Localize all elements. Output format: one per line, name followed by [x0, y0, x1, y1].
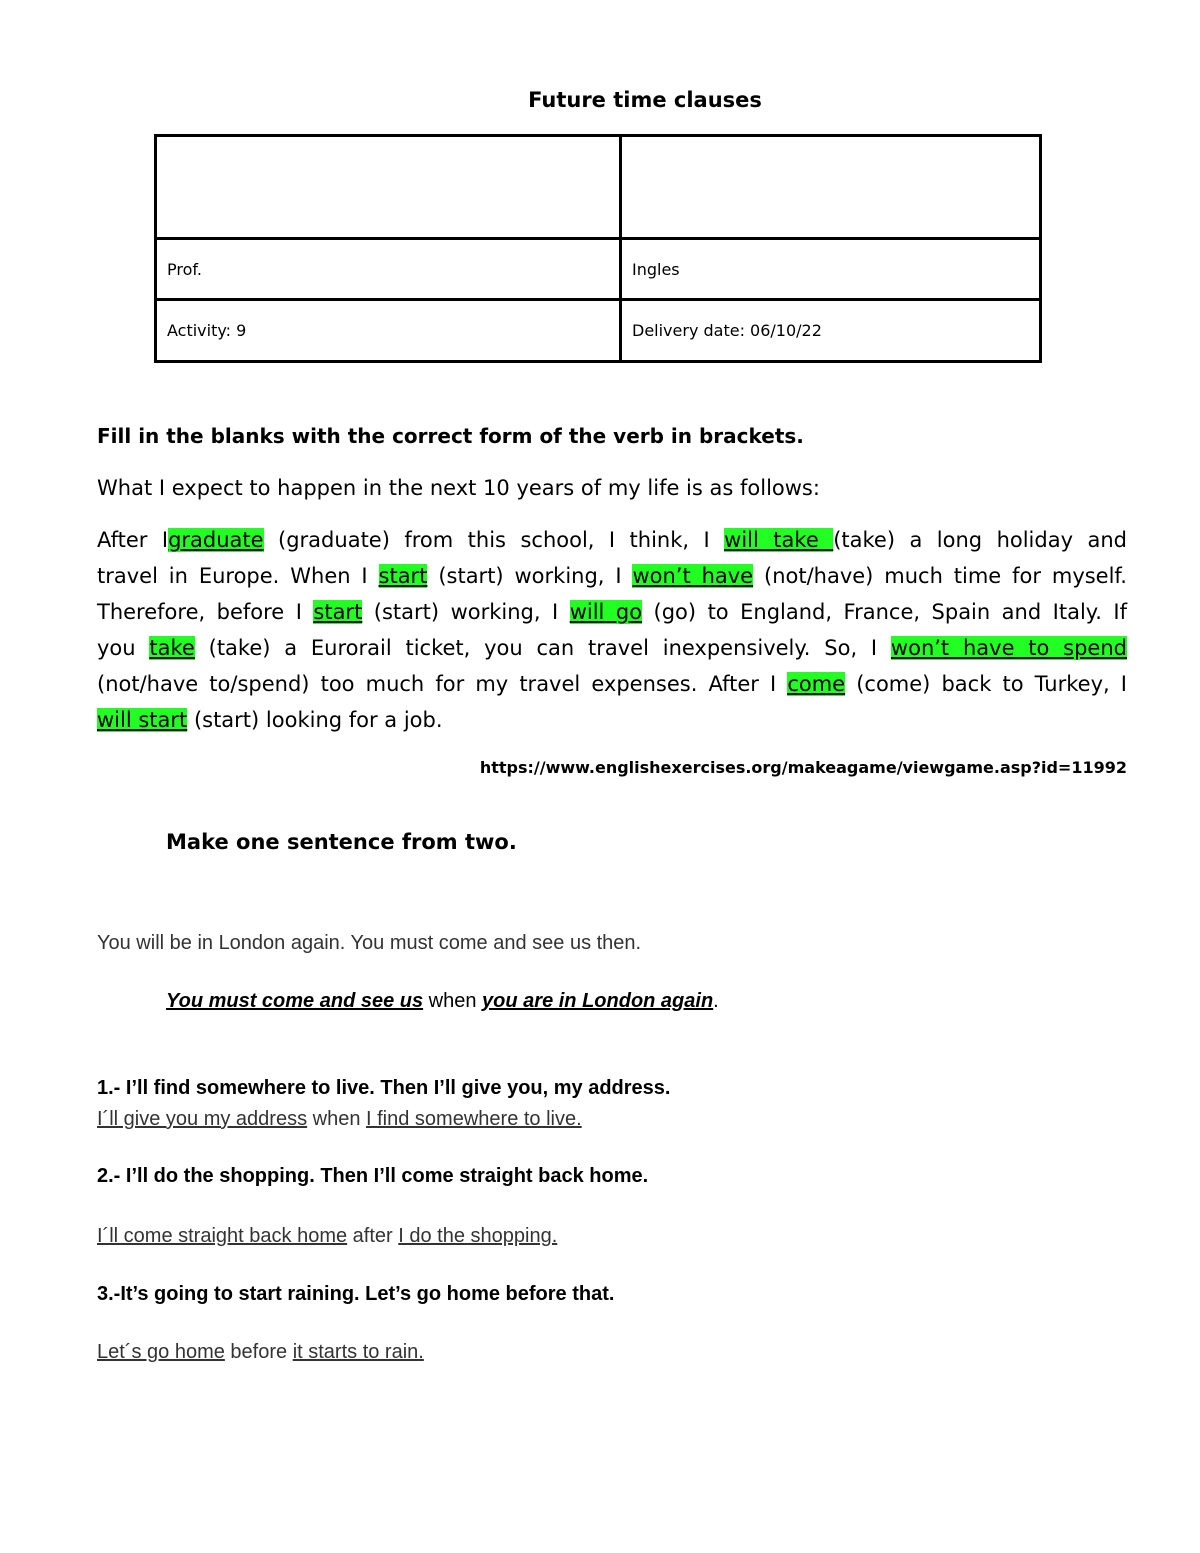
empty-cell-course: [621, 136, 1041, 239]
answer-9: come: [787, 672, 846, 696]
empty-cell-name: [156, 136, 621, 239]
subject-cell: Ingles: [621, 239, 1041, 300]
answer-7: take: [149, 636, 195, 660]
example-answer: You must come and see us when you are in London again.: [166, 990, 719, 1012]
instruction: Fill in the blanks with the correct form of the verb in brackets.: [97, 424, 804, 448]
page-title: Future time clauses: [528, 88, 762, 112]
example-part-2: you are in London again: [482, 990, 714, 1012]
question-1: 1.- I’ll find somewhere to live. Then I’ll give you, my address.: [97, 1077, 671, 1099]
example-part-1: You must come and see us: [166, 990, 424, 1012]
prof-cell: Prof.: [156, 239, 621, 300]
activity-cell: Activity: 9: [156, 300, 621, 362]
intro-text: What I expect to happen in the next 10 years of my life is as follows:: [97, 476, 820, 500]
answer-10: will start: [97, 708, 188, 732]
source-url: https://www.englishexercises.org/makeagame/viewgame.asp?id=11992: [479, 758, 1127, 777]
question-3: 3.-It’s going to start raining. Let’s go home before that.: [97, 1283, 615, 1305]
question-2: 2.- I’ll do the shopping. Then I’ll come straight back home.: [97, 1165, 649, 1187]
answer-4: won’t have: [632, 564, 754, 588]
answer-line-1: I´ll give you my address when I find somewhere to live.: [97, 1108, 582, 1130]
answer-1: graduate: [168, 528, 264, 552]
delivery-date-cell: Delivery date: 06/10/22: [621, 300, 1041, 362]
answer-3: start: [378, 564, 428, 588]
section-title: Make one sentence from two.: [166, 830, 517, 854]
info-table: [154, 134, 1042, 363]
exercise-paragraph: After Igraduate (graduate) from this school, I think, I will take (take) a long holiday and travel in Europe. When I start (start) working, I won’t have (not/have) much time for myself. Therefore, before I start (start) working, I will go (go) to England, France, Spain and Italy. If you take (take) a Eurorail ticket, you can travel inexpensively. So, I won’t have to spend (not/have to/spend) too much for my travel expenses. After I come (come) back to Turkey, I will start (start) looking for a job.: [97, 528, 1127, 732]
answer-6: will go: [569, 600, 643, 624]
answer-line-2: I´ll come straight back home after I do the shopping.: [97, 1225, 558, 1247]
example-sentence: You will be in London again. You must come and see us then.: [97, 932, 642, 954]
answer-line-3: Let´s go home before it starts to rain.: [97, 1341, 424, 1363]
answer-5: start: [313, 600, 363, 624]
answer-8: won’t have to spend: [890, 636, 1127, 660]
answer-2: will take: [724, 528, 834, 552]
